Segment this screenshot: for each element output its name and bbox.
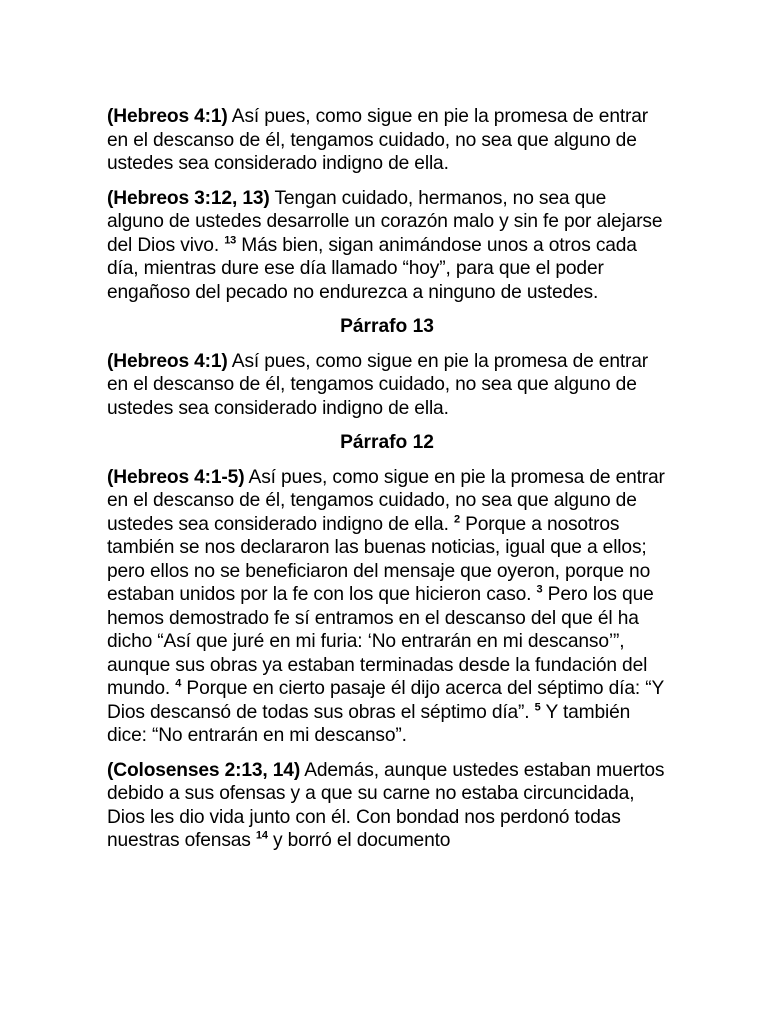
passage-text: Más bien, sigan animándose unos a otros cada día, mientras dure ese día llamado “hoy”, para que el poder engañoso del pecado no endurezca a ninguno de ustedes. bbox=[107, 234, 637, 303]
verse-number: 13 bbox=[224, 234, 237, 247]
passage-colosenses-2-13-14 bbox=[107, 759, 667, 853]
passage-hebreos-4-1 bbox=[107, 105, 667, 176]
scripture-reference: (Hebreos 4:1) bbox=[107, 106, 228, 127]
scripture-reference: (Hebreos 4:1) bbox=[107, 350, 228, 372]
section-heading-parrafo-12: Párrafo 12 bbox=[340, 432, 434, 453]
scripture-reference: (Hebreos 3:12, 13) bbox=[107, 187, 270, 209]
scripture-reference: (Hebreos 4:1-5) bbox=[107, 466, 245, 488]
passage-text: Así pues, como sigue en pie la promesa de entrar en el descanso de él, tengamos cuidado, no sea que alguno de ustedes sea considerado indigno de ella. bbox=[107, 350, 649, 419]
verse-number: 2 bbox=[453, 513, 460, 526]
document-page bbox=[107, 105, 667, 864]
passage-text: Además, aunque ustedes estaban muertos debido a sus ofensas y a que su carne no estaba circuncidada, Dios les dio vida junto con él. Con bondad nos perdonó todas nuestras ofensas bbox=[107, 759, 665, 851]
passage-text: Así pues, como sigue en pie la promesa de entrar en el descanso de él, tengamos cuidado, no sea que alguno de ustedes sea considerado indigno de ella. bbox=[107, 466, 665, 535]
verse-number: 3 bbox=[536, 583, 543, 596]
passage-hebreos-4-1-5 bbox=[107, 466, 667, 748]
passage-hebreos-4-1-repeat bbox=[107, 350, 667, 421]
passage-text: Porque a nosotros también se nos declararon las buenas noticias, igual que a ellos; pero ellos no se beneficiaron del mensaje que oyeron, porque no estaban unidos por la fe con los que hicieron caso. bbox=[107, 513, 651, 605]
passage-text: Pero los que hemos demostrado fe sí entramos en el descanso del que él ha dicho “Así que juré en mi furia: ‘No entrarán en mi descanso’”, aunque sus obras ya estaban terminadas desde la fundación del mundo. bbox=[107, 584, 654, 699]
verse-number: 5 bbox=[534, 701, 541, 714]
passage-hebreos-3-12-13 bbox=[107, 187, 667, 305]
passage-text: y borró el documento bbox=[267, 830, 451, 851]
verse-number: 4 bbox=[175, 677, 182, 690]
scripture-reference: (Colosenses 2:13, 14) bbox=[107, 759, 301, 781]
section-heading-parrafo-13: Párrafo 13 bbox=[340, 316, 434, 337]
passage-text: Tengan cuidado, hermanos, no sea que alguno de ustedes desarrolle un corazón malo y sin fe por alejarse del Dios vivo. bbox=[107, 187, 663, 256]
passage-text: Y también dice: “No entrarán en mi descanso”. bbox=[107, 701, 631, 746]
verse-number: 14 bbox=[255, 829, 268, 842]
passage-text: Así pues, como sigue en pie la promesa de entrar en el descanso de él, tengamos cuidado, no sea que alguno de ustedes sea considerado indigno de ella. bbox=[107, 106, 649, 174]
passage-text: Porque en cierto pasaje él dijo acerca del séptimo día: “Y Dios descansó de todas sus obras el séptimo día”. bbox=[107, 678, 664, 723]
